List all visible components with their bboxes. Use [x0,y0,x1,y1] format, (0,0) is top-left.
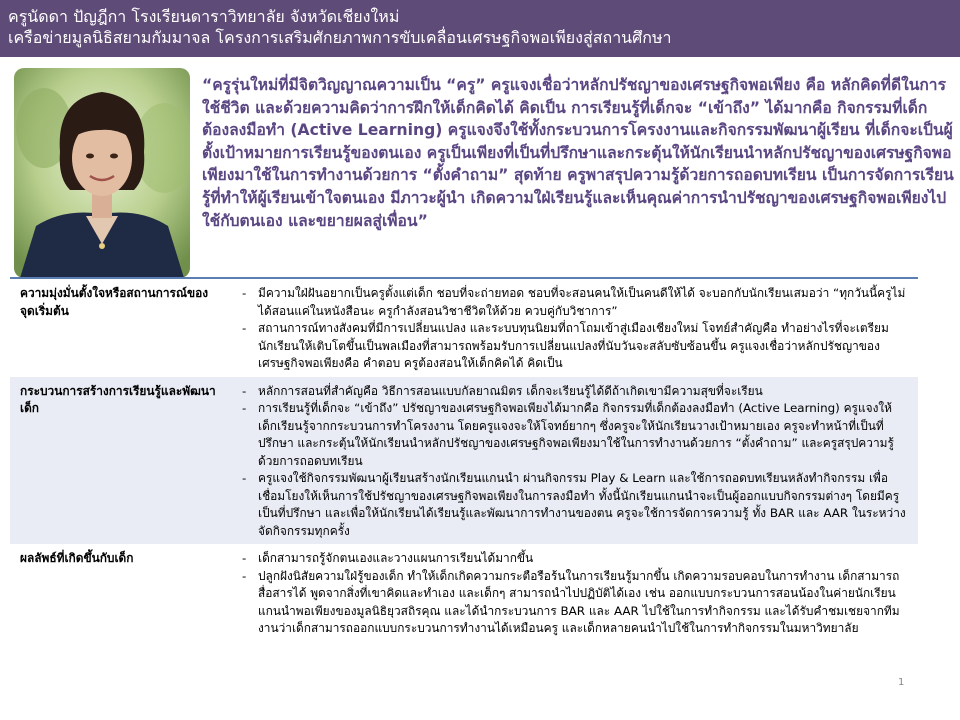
table-row [10,377,918,545]
bullet-list [240,550,908,638]
row-heading: ความมุ่งมั่นตั้งใจหรือสถานการณ์ของจุดเริ่มต้น [10,278,230,377]
summary-table [10,277,918,642]
list-item: - การเรียนรู้ที่เด็กจะ “เข้าถึง” ปรัชญาของเศรษฐกิจพอเพียงได้มากคือ กิจกรรมที่เด็กต้องลงมือทำ (Active Learning) ครูแจงให้เด็กเรียนรู้จากกระบวนการทำโครงงาน โดยครูแจงจะให้โจทย์ยากๆ ซึ่งครูจะให้นักเรียนวางเป้าหมายเอง ครูจะทำหน้าที่เป็นที่ปรึกษา และกระตุ้นให้นักเรียนนำหลักปรัชญาของเศรษฐกิจพอเพียงมาใช้ในการทำงานด้วยการ “ตั้งคำถาม” และครูสรุปความรู้ด้วยการถอดบทเรียน [258,400,908,470]
quote-text: “ครูรุ่นใหม่ที่มีจิตวิญญาณความเป็น “ครู” ครูแจงเชื่อว่าหลักปรัชญาของเศรษฐกิจพอเพียง คือ หลักคิดที่ดีในการใช้ชีวิต และด้วยความคิดว่าการฝึกให้เด็กคิดได้ คิดเป็น การเรียนรู้ที่เด็กจะ “เข้าถึง” ได้มากคือ กิจกรรมที่เด็กต้องลงมือทำ (Active Learning) ครูแจงจึงใช้ทั้งกระบวนการโครงงานและกิจกรรมพัฒนาผู้เรียน ที่เด็กจะเป็นผู้ตั้งเป้าหมายการเรียนรู้ของตนเอง ครูเป็นเพียงที่เป็นที่ปรึกษาและกระตุ้นให้นักเรียนนำหลักปรัชญาของเศรษฐกิจพอเพียงมาใช้ในการทำงานด้วยการ “ตั้งคำถาม” สุดท้าย ครูพาสรุปความรู้ด้วยการถอดบทเรียน เป็นการจัดการเรียนรู้ที่ทำให้ผู้เรียนเข้าใจตนเอง มีภาวะผู้นำ เกิดความใฝ่เรียนรู้และเห็นคุณค่าการนำปรัชญาของเศรษฐกิจพอเพียงไปใช้กับตนเอง และขยายผลสู่เพื่อน” [202,76,954,230]
list-item: - สถานการณ์ทางสังคมที่มีการเปลี่ยนแปลง และระบบทุนนิยมที่ถาโถมเข้าสู่เมืองเชียงใหม่ โจทย์สำคัญคือ ทำอย่างไรที่จะเตรียมนักเรียนให้เติบโตขึ้นเป็นพลเมืองที่สามารถพร้อมรับการเปลี่ยนแปลงที่นับวันจะสลับซับซ้อนขึ้น ครูแจงเชื่อว่าหลักปรัชญาของเศรษฐกิจพอเพียงคือ คำตอบ ครูต้องสอนให้เด็กคิดได้ คิดเป็น [258,320,908,373]
row-heading: กระบวนการสร้างการเรียนรู้และพัฒนาเด็ก [10,377,230,545]
list-item: - ครูแจงใช้กิจกรรมพัฒนาผู้เรียนสร้างนักเรียนแกนนำ ผ่านกิจกรรม Play & Learn และใช้การถอดบทเรียนหลังทำกิจกรรม เพื่อเชื่อมโยงให้เห็นการใช้ปรัชญาของเศรษฐกิจพอเพียงในการลงมือทำ ทั้งนี้นักเรียนแกนนำจะเป็นผู้ออกแบบกิจกรรมต่างๆ โดยมีครูเป็นที่ปรึกษา และเพื่อให้นักเรียนได้เรียนรู้และพัฒนาการทำงานของตน ครูจะใช้การจัดการความรู้ ทั้ง BAR และ AAR ในระหว่างจัดกิจกรรมทุกครั้ง [258,470,908,540]
teacher-photo [14,68,190,278]
page-number: 1 [898,677,905,688]
teacher-title: ครูนัดดา ปัญฎีกา โรงเรียนดาราวิทยาลัย จังหวัดเชียงใหม่ [8,7,400,26]
list-item: - มีความใฝ่ฝันอยากเป็นครูตั้งแต่เด็ก ชอบที่จะถ่ายทอด ชอบที่จะสอนคนให้เป็นคนดีให้ได้ จะบอกกับนักเรียนเสมอว่า “ทุกวันนี้ครูไม่ได้สอนแค่ในหนังสือนะ ครูกำลังสอนวิชาชีวิตให้ด้วย ควบคู่กับวิชาการ” [258,285,908,320]
list-item: - ปลูกฝังนิสัยความใฝ่รู้ของเด็ก ทำให้เด็กเกิดความกระตือรือร้นในการเรียนรู้มากขึ้น เกิดความรอบคอบในการทำงาน เด็กสามารถสื่อสารได้ พูดจากสิ่งที่เขาคิดและทำเอง และเด็กๆ สามารถนำไปปฏิบัติได้เอง เช่น ออกแบบกระบวนการสอนน้องในค่ายนักเรียนแกนนำพอเพียงของมูลนิธิยุวสถิรคุณ และได้นำกระบวนการ BAR และ AAR ไปใช้ในการทำกิจกรรม และได้รับคำชมเชยจากทีมงานว่าเด็กสามารถออกแบบกระบวนการทำงานได้เหมือนครู และเด็กหลายคนนำไปใช้ในการทำกิจกรรมในมหาวิทยาลัย [258,568,908,638]
table-row [10,278,918,377]
list-item: - หลักการสอนที่สำคัญคือ วิธีการสอนแบบกัลยาณมิตร เด็กจะเรียนรู้ได้ดีถ้าเกิดเขามีความสุขที่จะเรียน [258,383,908,401]
row-content [230,278,918,377]
table-row [10,544,918,642]
teacher-quote [202,74,954,232]
row-heading: ผลลัพธ์ที่เกิดขึ้นกับเด็ก [20,551,134,565]
title-banner [0,0,960,57]
row-content [230,377,918,545]
network-subtitle: เครือข่ายมูลนิธิสยามกัมมาจล โครงการเสริมศักยภาพการขับเคลื่อนเศรษฐกิจพอเพียงสู่สถานศึกษา [8,28,672,47]
list-item: - เด็กสามารถรู้จักตนเองและวางแผนการเรียนได้มากขึ้น [258,550,908,568]
bullet-list [240,285,908,373]
bullet-list [240,383,908,541]
row-content [230,544,918,642]
